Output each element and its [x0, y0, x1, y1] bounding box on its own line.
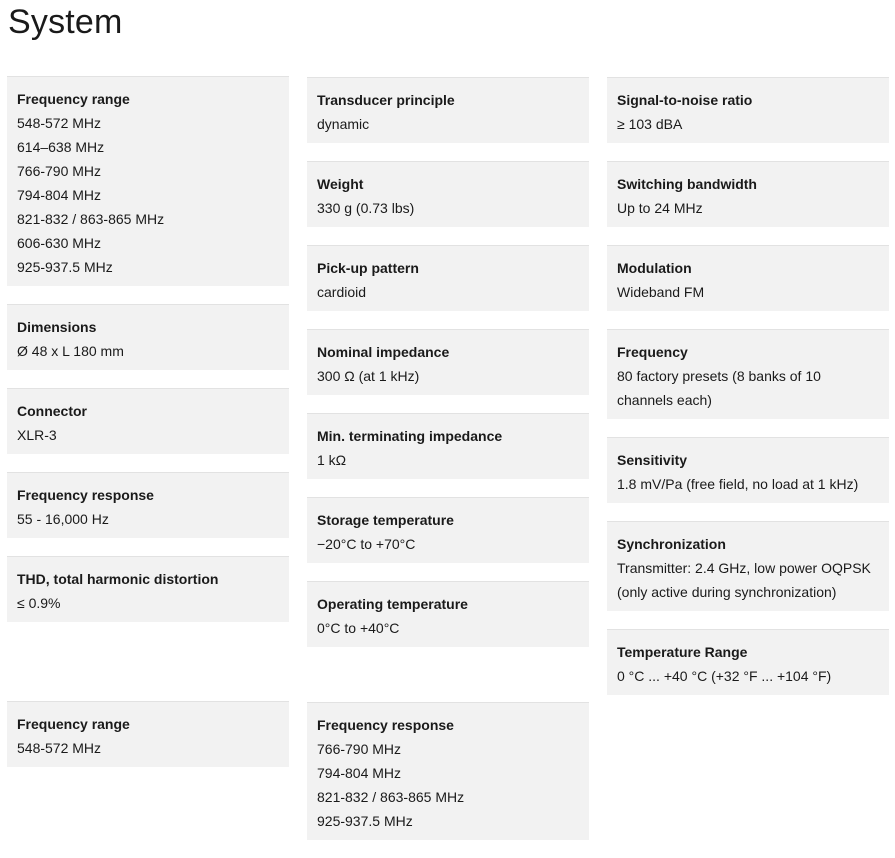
spec-card-frequency-response [7, 472, 289, 538]
spec-value: (only active during synchronization) [617, 584, 837, 600]
spec-value: Ø 48 x L 180 mm [17, 343, 124, 359]
spec-value: XLR-3 [17, 427, 57, 443]
spec-value: Up to 24 MHz [617, 200, 703, 216]
spec-card-frequency-range [7, 76, 289, 286]
spec-value: 821-832 / 863-865 MHz [17, 211, 165, 227]
spec-value: ≤ 0.9% [17, 595, 61, 611]
spec-label: Pick-up pattern [317, 260, 419, 276]
spec-value: cardioid [317, 284, 367, 300]
spec-value: 925-937.5 MHz [17, 259, 113, 275]
spec-label: Weight [317, 176, 364, 192]
spec-value: 548-572 MHz [17, 740, 102, 756]
spec-card-sensitivity [607, 437, 889, 503]
spec-label: Dimensions [17, 319, 97, 335]
spec-card-transducer-principle [307, 77, 589, 143]
spec-value: 606-630 MHz [17, 235, 102, 251]
spec-card-connector [7, 388, 289, 454]
spec-card-frequency [607, 329, 889, 419]
spec-card-storage-temperature [307, 497, 589, 563]
lower-column-2 [307, 702, 589, 858]
spec-value: 821-832 / 863-865 MHz [317, 789, 465, 805]
spec-label: Signal-to-noise ratio [617, 92, 753, 108]
spec-card-temperature-range [607, 629, 889, 695]
spec-card-signal-to-noise [607, 77, 889, 143]
spec-card-min-terminating-impedance [307, 413, 589, 479]
spec-value: 1 kΩ [317, 452, 347, 468]
page-title: System [8, 3, 123, 41]
spec-value: 0 °C ... +40 °C (+32 °F ... +104 °F) [617, 668, 832, 684]
spec-value: 300 Ω (at 1 kHz) [317, 368, 420, 384]
spec-value: 766-790 MHz [317, 741, 402, 757]
spec-label: Frequency response [17, 487, 154, 503]
spec-label: Synchronization [617, 536, 726, 552]
spec-label: Frequency response [317, 717, 454, 733]
spec-card-nominal-impedance [307, 329, 589, 395]
spec-value: Transmitter: 2.4 GHz, low power OQPSK [617, 560, 871, 576]
spec-label: Min. terminating impedance [317, 428, 503, 444]
spec-value: 614–638 MHz [17, 139, 105, 155]
spec-card-modulation [607, 245, 889, 311]
spec-label: Frequency [617, 344, 688, 360]
spec-card-dimensions [7, 304, 289, 370]
spec-label: Connector [17, 403, 87, 419]
spec-label: Operating temperature [317, 596, 468, 612]
spec-value: channels each) [617, 392, 712, 408]
spec-value: 548-572 MHz [17, 115, 102, 131]
spec-value: Wideband FM [617, 284, 705, 300]
spec-label: Nominal impedance [317, 344, 450, 360]
spec-label: Frequency range [17, 716, 130, 732]
spec-label: Sensitivity [617, 452, 688, 468]
spec-card-lower-frequency-range [7, 701, 289, 767]
spec-card-pickup-pattern [307, 245, 589, 311]
spec-value: 794-804 MHz [17, 187, 102, 203]
spec-value: dynamic [317, 116, 370, 132]
spec-column-2 [307, 77, 589, 665]
spec-card-thd [7, 556, 289, 622]
spec-card-synchronization [607, 521, 889, 611]
spec-value: −20°C to +70°C [317, 536, 416, 552]
spec-value: 0°C to +40°C [317, 620, 400, 636]
spec-card-lower-frequency-response [307, 702, 589, 840]
spec-card-operating-temperature [307, 581, 589, 647]
spec-label: Temperature Range [617, 644, 748, 660]
spec-column-3 [607, 77, 889, 713]
spec-label: Modulation [617, 260, 692, 276]
spec-value: 55 - 16,000 Hz [17, 511, 109, 527]
spec-label: Switching bandwidth [617, 176, 757, 192]
spec-label: THD, total harmonic distortion [17, 571, 219, 587]
spec-card-weight [307, 161, 589, 227]
spec-value: 330 g (0.73 lbs) [317, 200, 415, 216]
spec-label: Frequency range [17, 91, 130, 107]
lower-column-1 [7, 701, 289, 785]
spec-value: 1.8 mV/Pa (free field, no load at 1 kHz) [617, 476, 859, 492]
spec-value: 794-804 MHz [317, 765, 402, 781]
spec-label: Transducer principle [317, 92, 455, 108]
spec-value: ≥ 103 dBA [617, 116, 683, 132]
spec-value: 80 factory presets (8 banks of 10 [617, 368, 821, 384]
spec-label: Storage temperature [317, 512, 454, 528]
spec-column-1 [7, 76, 289, 640]
spec-value: 766-790 MHz [17, 163, 102, 179]
spec-value: 925-937.5 MHz [317, 813, 413, 829]
spec-card-switching-bandwidth [607, 161, 889, 227]
